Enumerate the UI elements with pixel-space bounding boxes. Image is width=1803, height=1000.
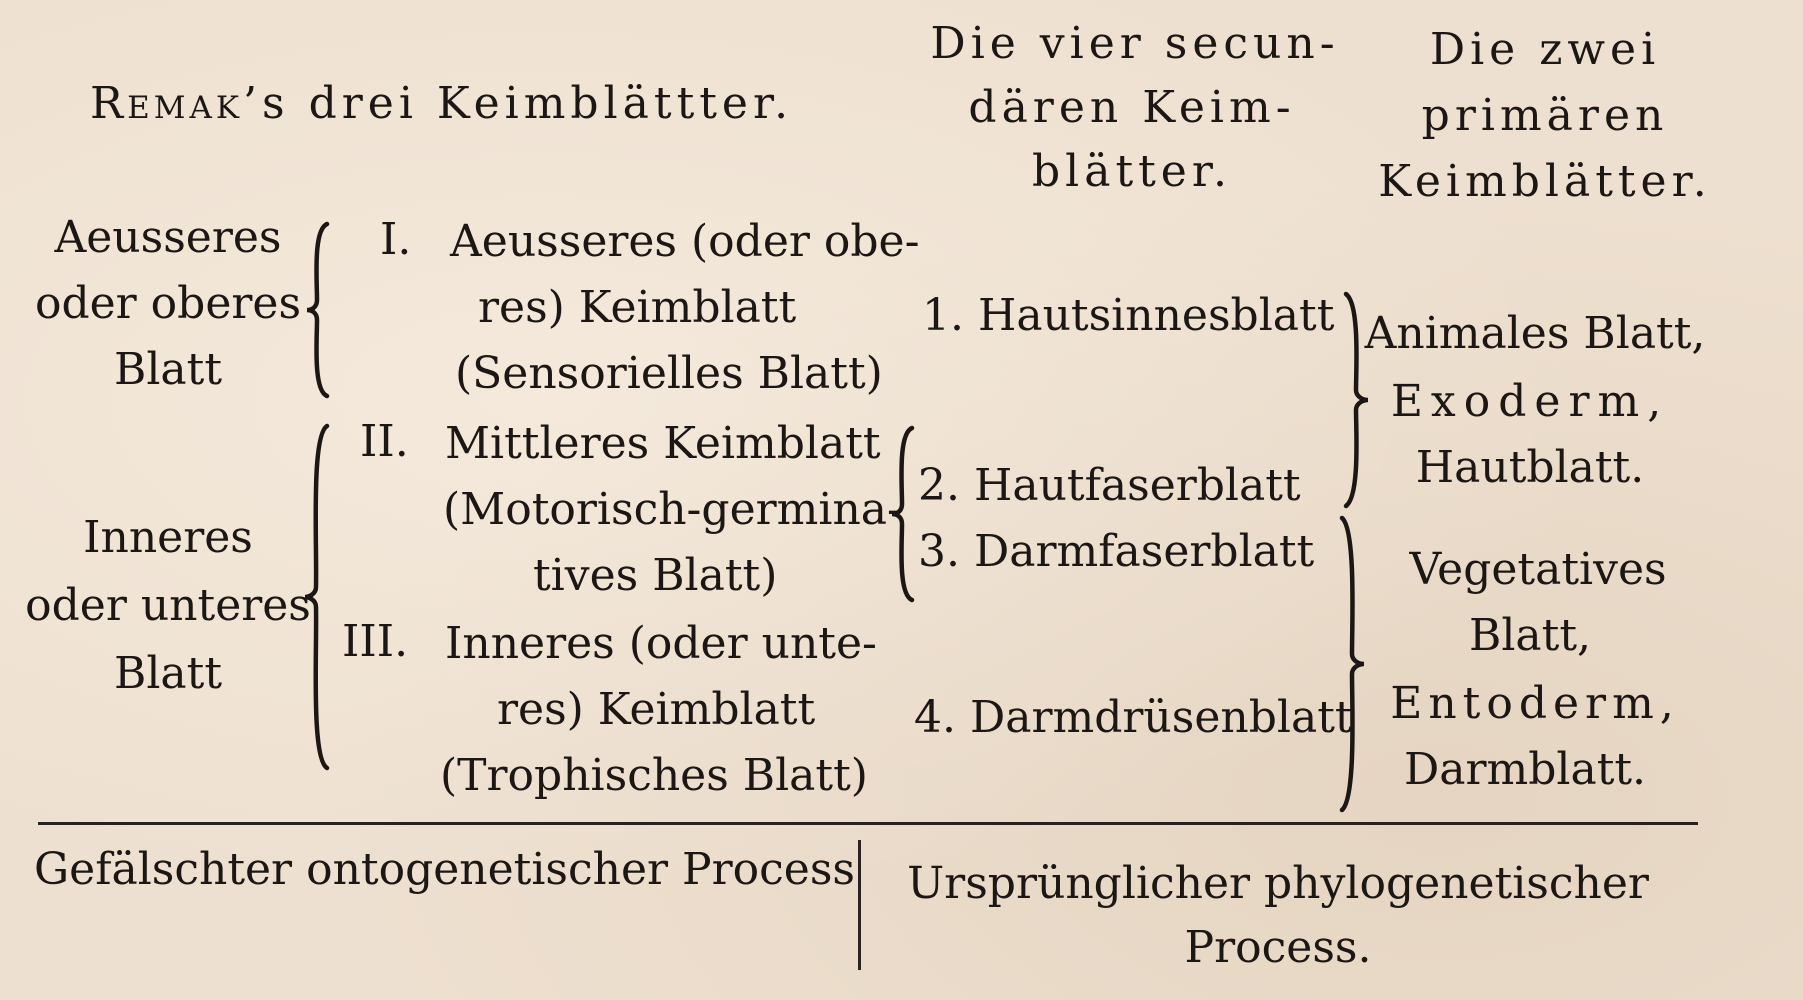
header-secondary-line-1: Die vier secun- bbox=[930, 18, 1340, 69]
footer-right-line-1: Ursprünglicher phylogenetischer bbox=[907, 858, 1649, 909]
remak-layer-1-numeral: I. bbox=[380, 214, 412, 265]
header-primary-line-2: primären bbox=[1421, 90, 1669, 141]
header-primary-line-1: Die zwei bbox=[1429, 24, 1661, 75]
animal-line-1: Animales Blatt, bbox=[1364, 308, 1706, 359]
remak-layer-2-line-1: Mittleres Keimblatt bbox=[445, 418, 881, 469]
brace-vegetative bbox=[1336, 514, 1368, 814]
footer-divider bbox=[38, 822, 1698, 825]
remak-layer-3-line-2: res) Keimblatt bbox=[497, 684, 816, 735]
brace-inner bbox=[303, 422, 333, 772]
header-remak-name: Remak bbox=[90, 78, 244, 129]
footer-left: Gefälschter ontogenetischer Process bbox=[34, 844, 856, 895]
remak-layer-1-line-2: res) Keimblatt bbox=[478, 282, 797, 333]
secondary-layer-1: 1. Hautsinnesblatt bbox=[922, 290, 1335, 341]
secondary-layer-2: 2. Hautfaserblatt bbox=[918, 460, 1301, 511]
outer-group-line-1: Aeusseres bbox=[54, 212, 282, 263]
remak-layer-3-line-3: (Trophisches Blatt) bbox=[440, 750, 868, 801]
footer-right-line-2: Process. bbox=[1184, 922, 1372, 973]
outer-group-line-2: oder oberes bbox=[34, 278, 302, 329]
brace-outer bbox=[305, 220, 335, 400]
remak-layer-3-line-1: Inneres (oder unte- bbox=[445, 618, 877, 669]
animal-line-2: Exoderm, bbox=[1390, 376, 1670, 427]
vegetative-line-4: Darmblatt. bbox=[1403, 744, 1647, 795]
secondary-layer-4: 4. Darmdrüsenblatt bbox=[914, 692, 1353, 743]
inner-group-line-3: Blatt bbox=[113, 648, 223, 699]
header-primary-line-3: Keimblätter. bbox=[1378, 156, 1712, 207]
remak-layer-2-numeral: II. bbox=[360, 416, 409, 467]
secondary-layer-3: 3. Darmfaserblatt bbox=[918, 526, 1315, 577]
inner-group-line-2: oder unteres bbox=[25, 580, 311, 631]
remak-layer-1-line-3: (Sensorielles Blatt) bbox=[455, 348, 883, 399]
header-secondary-line-3: blätter. bbox=[1031, 146, 1233, 197]
remak-layer-2-line-3: tives Blatt) bbox=[533, 550, 778, 601]
footer-column-divider bbox=[858, 840, 861, 970]
header-secondary-line-2: dären Keim- bbox=[968, 82, 1296, 133]
animal-line-3: Hautblatt. bbox=[1415, 442, 1645, 493]
header-remak-rest: ’s drei Keimblättter. bbox=[243, 78, 794, 129]
vegetative-line-1: Vegetatives bbox=[1409, 544, 1667, 595]
brace-middle bbox=[890, 424, 918, 604]
header-remak bbox=[90, 78, 794, 129]
vegetative-line-3: Entoderm, bbox=[1390, 678, 1680, 729]
outer-group-line-3: Blatt bbox=[113, 344, 223, 395]
remak-layer-3-numeral: III. bbox=[342, 616, 409, 667]
vegetative-line-2: Blatt, bbox=[1469, 610, 1591, 661]
remak-layer-1-line-1: Aeusseres (oder obe- bbox=[450, 216, 920, 267]
remak-layer-2-line-2: (Motorisch-germina- bbox=[443, 484, 902, 535]
inner-group-line-1: Inneres bbox=[83, 512, 253, 563]
